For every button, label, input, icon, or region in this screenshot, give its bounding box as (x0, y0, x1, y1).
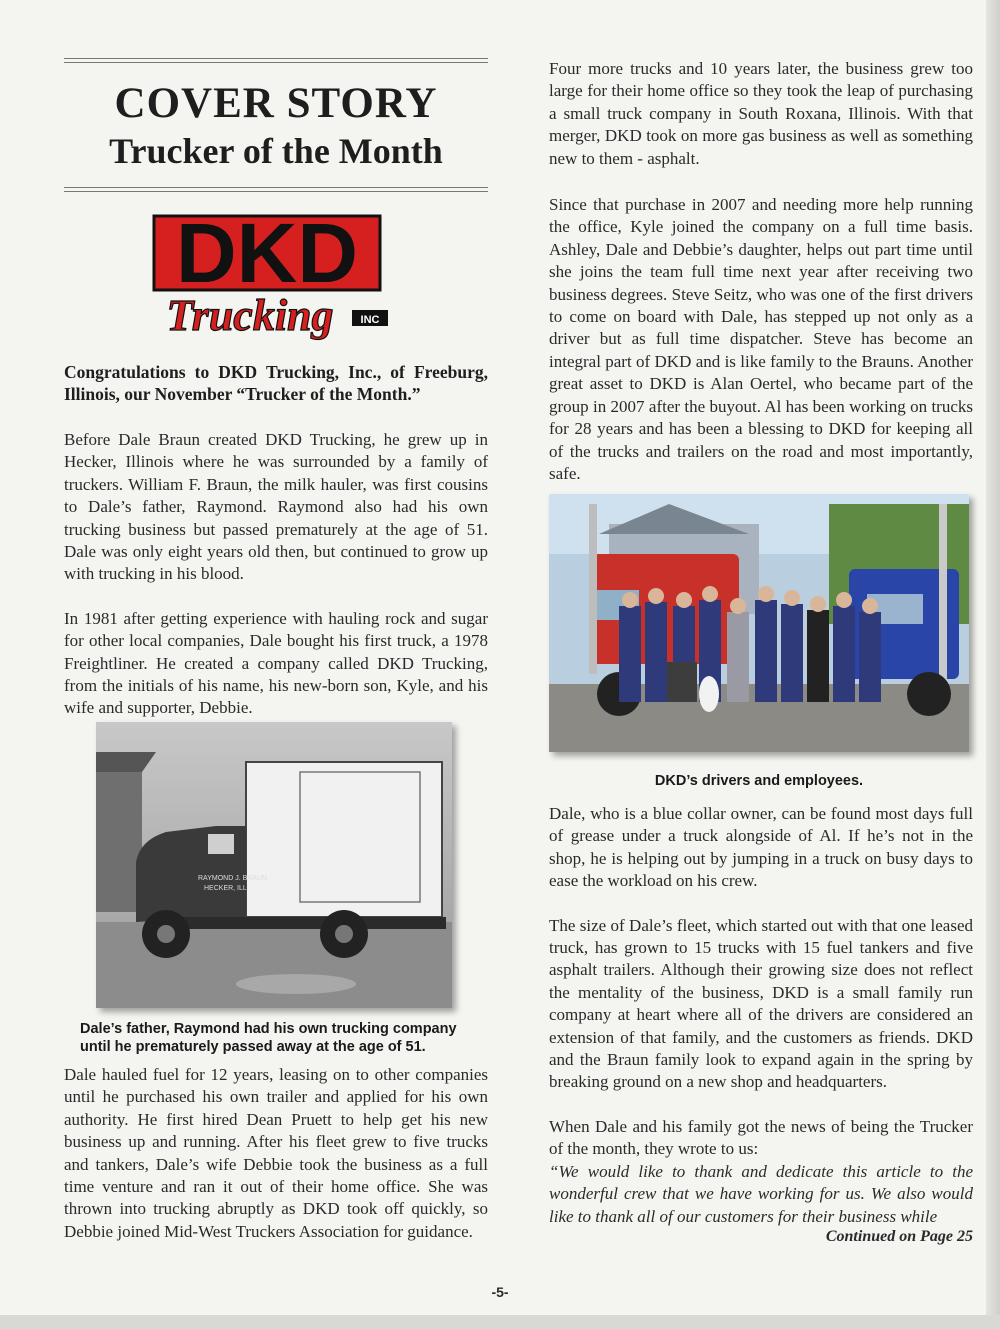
dkd-logo-graphic (140, 212, 400, 347)
right-paragraph-4: The size of Dale’s fleet, which started out with that one leased truck, has grown to 15 trucks with 15 fuel tankers and five asphalt trailers. Although their growing size does not reflect the mentality of the business, DKD is a small family run company at heart where all of the drivers are considered an extension of that family, and the customers as friends. DKD and the Braun family look to expand again in the spring by breaking ground on a new shop and headquarters. (549, 915, 973, 1092)
closing-quote: “We would like to thank and dedicate this article to the wonderful crew that we have working for us. We also would like to thank all of our customers for their business while (549, 1161, 973, 1226)
continued-note: Continued on Page 25 (825, 1227, 973, 1245)
right-paragraph-3: Dale, who is a blue collar owner, can be found most days full of grease under a truck alongside of Al. If he’s not in the shop, he is helping out by jumping in a truck on busy days to ease the workload on his crew. (549, 804, 973, 891)
left-paragraph-3: Dale hauled fuel for 12 years, leasing on to other companies until he purchased his own trailer and applied for his own authority. He first hired Dean Pruett to help get his new business up and running. After his fleet grew to five trucks and tankers, Dale’s wife Debbie took the business as a full time venture and ran it out of their home office. She was thrown into trucking abruptly as DKD took off quickly, so Debbie joined Mid-West Truckers Association for guidance. (64, 1065, 488, 1241)
right-paragraph-1: Four more trucks and 10 years later, the business grew too large for their home office so they took the leap of purchasing a small truck company in South Roxana, Illinois. With that merger, DKD took on more gas business as well as something new to them - asphalt. (549, 59, 973, 168)
right-paragraph-2: Since that purchase in 2007 and needing more help running the office, Kyle joined the company on a full time basis. Ashley, Dale and Debbie’s daughter, helps out part time until she joins the team full time next year after receiving two business degrees. Steve Seitz, who was one of the first drivers to come on board with Dale, has stepped up not only as a driver but as full time dispatcher. Steve has become an integral part of DKD and is like family to the Brauns. Another great asset to DKD is Alan Oertel, who became part of the group in 2007 after the buyout. Al has been working on trucks for 28 years and has been a blessing to DKD for keeping all of the trucks and trailers on the road and most importantly, safe. (549, 195, 973, 483)
intro-paragraph: Congratulations to DKD Trucking, Inc., of Freeburg, Illinois, our November “Trucker of the Month.” (64, 362, 488, 404)
vintage-truck-image (96, 722, 452, 1008)
left-paragraph-2: In 1981 after getting experience with hauling rock and sugar for other local companies, Dale bought his first truck, a 1978 Freightliner. He created a company called DKD Trucking, from the initials of his name, his new-born son, Kyle, and his wife and supporter, Debbie. (64, 608, 488, 718)
top-rule (64, 58, 488, 63)
logo-main-text: DKD (176, 212, 358, 300)
bottom-rule (64, 187, 488, 192)
raymond-truck-photo (96, 722, 452, 1008)
drivers-group-photo (549, 494, 969, 752)
photo2-caption: DKD’s drivers and employees. (654, 773, 864, 789)
right-column-bottom (549, 803, 973, 1246)
truck-door-line-1: RAYMOND J. BRAUN (198, 875, 268, 882)
left-paragraph-1: Before Dale Braun created DKD Trucking, he grew up in Hecker, Illinois where he was surrounded by a family of truckers. William F. Braun, the milk hauler, was first cousins to Dale’s father, Raymond. Raymond also had his own trucking business but passed prematurely at the age of 51. Dale was only eight years old then, but continued to grow up with trucking in his blood. (64, 430, 488, 584)
logo-inc-text: INC (360, 314, 380, 326)
left-column-bottom (64, 1064, 488, 1243)
closing-paragraph: When Dale and his family got the news of being the Trucker of the month, they wrote to us: (549, 1116, 973, 1159)
article-title: Trucker of the Month (109, 131, 443, 171)
photo1-caption: Dale’s father, Raymond had his own trucking company until he prematurely passed away at the age of 51. (80, 1021, 457, 1055)
truck-door-line-2: HECKER, ILL. (204, 885, 249, 892)
left-column-top (64, 361, 488, 720)
dkd-logo (140, 212, 400, 347)
page-number: -5- (491, 1284, 509, 1300)
group-photo-image (549, 494, 969, 752)
right-column-top (549, 58, 973, 485)
section-title: COVER STORY (114, 80, 438, 127)
cover-story-header (64, 58, 488, 192)
page-bottom-edge (0, 1315, 1000, 1329)
page-edge (986, 0, 1000, 1329)
logo-script-text: Trucking (166, 291, 334, 340)
